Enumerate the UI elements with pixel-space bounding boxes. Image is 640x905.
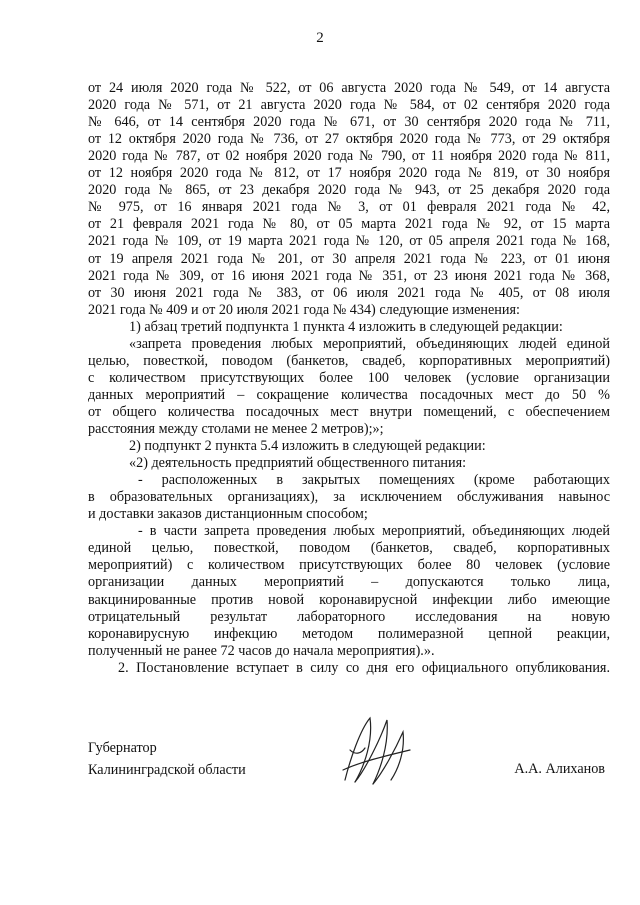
quote-line: с количеством присутствующих более 100 человек (условие организации [88, 369, 610, 386]
handwritten-signature [325, 710, 425, 790]
quote-line: данных мероприятий – сокращение количества посадочных мест до 50 % [88, 386, 610, 403]
signature-stroke [345, 718, 371, 782]
quote-line: расстояния между столами не менее 2 метров);»; [88, 421, 384, 437]
quote-line: от общего количества посадочных мест внутри помещений, с обеспечением [88, 403, 610, 420]
body-line: 2021 года № 409 и от 20 июля 2021 года № 434) следующие изменения: [88, 301, 520, 318]
signatory-title: Губернатор [88, 740, 157, 756]
bullet-line: - расположенных в закрытых помещениях (кроме работающих [138, 472, 610, 489]
amendment-heading-2: 2) подпункт 2 пункта 5.4 изложить в следующей редакции: [129, 438, 486, 455]
amendment-heading-1: 1) абзац третий подпункта 1 пункта 4 изложить в следующей редакции: [129, 318, 563, 335]
bullet-line: в образовательных организациях), за исключением обслуживания навынос [88, 489, 610, 506]
signatory-name: А.А. Алиханов [514, 761, 605, 777]
bullet-line: - в части запрета проведения любых мероприятий, объединяющих людей [138, 523, 610, 540]
page-number: 2 [316, 30, 324, 46]
body-line: от 19 апреля 2021 года № 201, от 30 апреля 2021 года № 223, от 01 июня [88, 250, 610, 267]
bullet-line: отрицательный результат лабораторного исследования на новую [88, 608, 610, 625]
body-line: от 24 июля 2020 года № 522, от 06 августа 2020 года № 549, от 14 августа [88, 80, 610, 96]
body-line: № 646, от 14 сентября 2020 года № 671, от 30 сентября 2020 года № 711, [88, 114, 610, 131]
quote-line: «запрета проведения любых мероприятий, объединяющих людей единой [129, 335, 610, 352]
bullet-line: организации данных мероприятий – допускаются только лица, [88, 574, 610, 591]
body-line: 2021 года № 109, от 19 марта 2021 года № 120, от 05 апреля 2021 года № 168, [88, 233, 610, 250]
bullet-line: и доставки заказов дистанционным способом; [88, 506, 368, 523]
body-line: 2020 года № 787, от 02 ноября 2020 года № 790, от 11 ноября 2020 года № 811, [88, 148, 610, 165]
bullet-line: вакцинированные против новой коронавирусной инфекции либо имеющие [88, 591, 610, 608]
quote-line: «2) деятельность предприятий общественного питания: [129, 455, 467, 472]
bullet-line: коронавирусную инфекцию методом полимеразной цепной реакции, [88, 625, 610, 642]
bullet-line: полученный не ранее 72 часов до начала мероприятия).». [88, 642, 435, 659]
body-line: от 30 июня 2021 года № 383, от 06 июля 2021 года № 405, от 08 июля [88, 284, 610, 301]
body-line: 2020 года № 571, от 21 августа 2020 года № 584, от 02 сентября 2020 года [88, 97, 610, 114]
signatory-position [88, 738, 246, 781]
bullet-line: единой целью, повесткой, поводом (банкетов, свадеб, корпоративных [88, 540, 610, 557]
body-line: № 975, от 16 января 2021 года № 3, от 01 февраля 2021 года № 42, [88, 199, 610, 216]
body-line: от 21 февраля 2021 года № 80, от 05 марта 2021 года № 92, от 15 марта [88, 216, 610, 233]
signature-stroke [350, 748, 365, 753]
body-line: от 12 октября 2020 года № 736, от 27 октября 2020 года № 773, от 29 октября [88, 131, 610, 148]
bullet-line: мероприятий) с количеством присутствующих более 80 человек (условие [88, 557, 610, 574]
body-line: 2021 года № 309, от 16 июня 2021 года № 351, от 23 июня 2021 года № 368, [88, 267, 610, 284]
quote-line: целью, повесткой, поводом (банкетов, свадеб, корпоративных мероприятий) [88, 352, 610, 369]
body-line: 2020 года № 865, от 23 декабря 2020 года № 943, от 25 декабря 2020 года [88, 182, 610, 199]
signatory-region: Калининградской области [88, 761, 246, 778]
body-line: от 12 ноября 2020 года № 812, от 17 ноября 2020 года № 819, от 30 ноября [88, 165, 610, 182]
effective-clause: 2. Постановление вступает в силу со дня его официального опубликования. [118, 659, 610, 676]
